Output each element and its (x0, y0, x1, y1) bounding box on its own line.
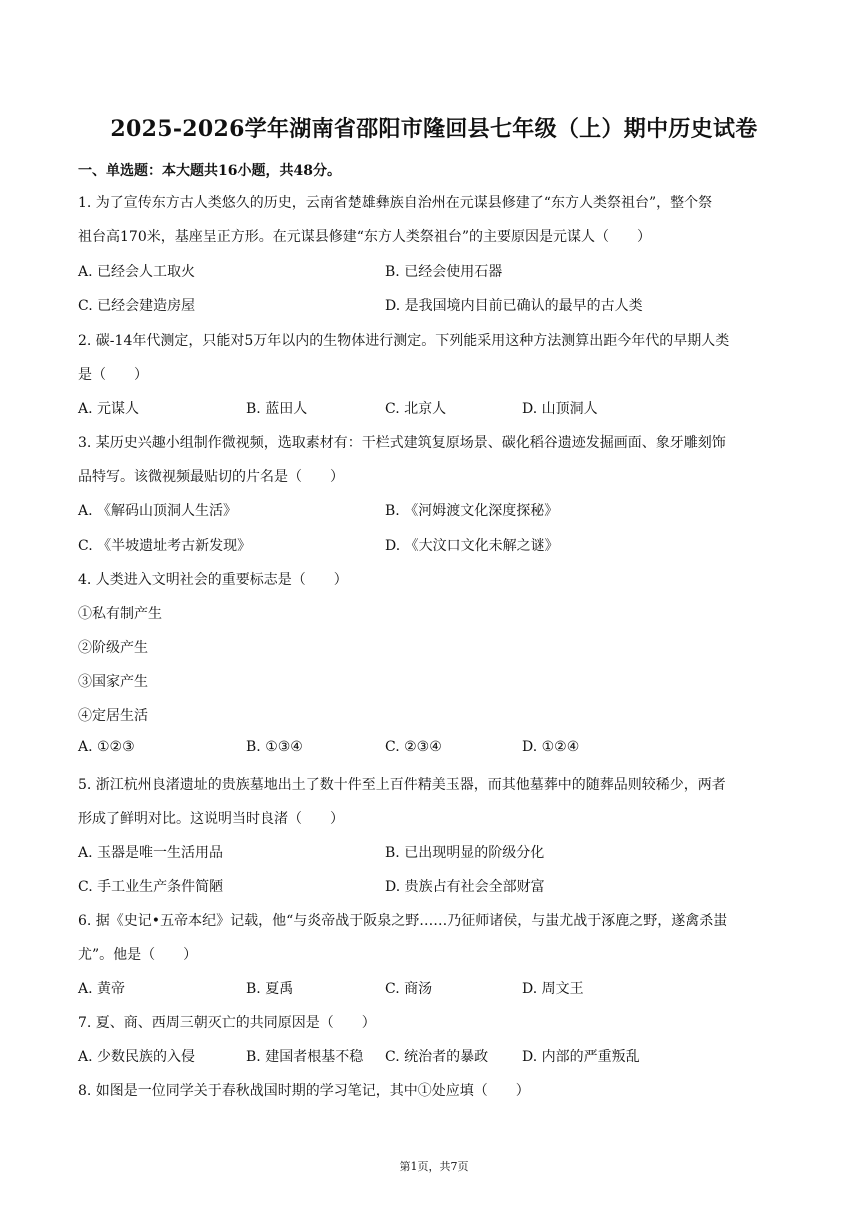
question-7-option-c: C. 统治者的暴政 (385, 1049, 489, 1065)
question-4-item-2: ②阶级产生 (78, 640, 148, 656)
question-4-option-c: C. ②③④ (385, 739, 442, 755)
question-5-stem-line-1: 5. 浙江杭州良渚遗址的贵族墓地出土了数十件至上百件精美玉器，而其他墓葬中的随葬品则较稀少，两者 (78, 777, 726, 793)
question-3-option-d: D. 《大汶口文化未解之谜》 (385, 538, 559, 554)
question-4-option-b: B. ①③④ (246, 739, 303, 755)
question-4-option-a: A. ①②③ (78, 739, 135, 755)
question-6-option-d: D. 周文王 (522, 981, 584, 997)
question-4-item-1: ①私有制产生 (78, 606, 162, 622)
question-1-option-b: B. 已经会使用石器 (385, 264, 503, 280)
page-footer: 第1页，共7页 (399, 1160, 469, 1173)
question-7-option-b: B. 建国者根基不稳 (246, 1049, 364, 1065)
question-6-option-c: C. 商汤 (385, 981, 433, 997)
page-title: 2025-2026学年湖南省邵阳市隆回县七年级（上）期中历史试卷 (110, 116, 758, 142)
question-6-stem-line-1: 6. 据《史记•五帝本纪》记载，他“与炎帝战于阪泉之野……乃征师诸侯，与蚩尤战于涿鹿之野，遂禽杀蚩 (78, 913, 728, 929)
question-5-option-c: C. 手工业生产条件简陋 (78, 879, 224, 895)
question-6-stem-line-2: 尤”。他是（ ） (78, 947, 198, 963)
question-3-option-c: C. 《半坡遗址考古新发现》 (78, 538, 252, 554)
question-4-stem: 4. 人类进入文明社会的重要标志是（ ） (78, 572, 348, 588)
section-heading: 一、单选题：本大题共16小题，共48分。 (78, 163, 341, 179)
question-4-item-4: ④定居生活 (78, 708, 148, 724)
question-2-option-a: A. 元谋人 (78, 401, 140, 417)
question-5-option-a: A. 玉器是唯一生活用品 (78, 845, 224, 861)
question-2-option-b: B. 蓝田人 (246, 401, 308, 417)
question-4-option-d: D. ①②④ (522, 739, 580, 755)
question-2-stem-line-1: 2. 碳-14年代测定，只能对5万年以内的生物体进行测定。下列能采用这种方法测算出距今年代的早期人类 (78, 333, 730, 349)
question-3-option-a: A. 《解码山顶洞人生活》 (78, 503, 238, 519)
question-8-stem: 8. 如图是一位同学关于春秋战国时期的学习笔记，其中①处应填（ ） (78, 1083, 530, 1099)
question-5-stem-line-2: 形成了鲜明对比。这说明当时良渚（ ） (78, 811, 344, 827)
question-1-option-d: D. 是我国境内目前已确认的最早的古人类 (385, 298, 643, 314)
question-5-option-b: B. 已出现明显的阶级分化 (385, 845, 545, 861)
question-7-option-d: D. 内部的严重叛乱 (522, 1049, 640, 1065)
question-1-option-a: A. 已经会人工取火 (78, 264, 196, 280)
question-2-stem-line-2: 是（ ） (78, 367, 148, 383)
question-4-item-3: ③国家产生 (78, 674, 148, 690)
question-1-stem-line-2: 祖台高170米，基座呈正方形。在元谋县修建“东方人类祭祖台”的主要原因是元谋人（ ） (78, 229, 652, 245)
question-2-option-c: C. 北京人 (385, 401, 447, 417)
question-6-option-b: B. 夏禹 (246, 981, 294, 997)
question-7-option-a: A. 少数民族的入侵 (78, 1049, 196, 1065)
question-3-stem-line-1: 3. 某历史兴趣小组制作微视频，选取素材有：干栏式建筑复原场景、碳化稻谷遗迹发掘画面、象牙雕刻饰 (78, 435, 726, 451)
question-2-option-d: D. 山顶洞人 (522, 401, 598, 417)
question-1-stem-line-1: 1. 为了宣传东方古人类悠久的历史，云南省楚雄彝族自治州在元谋县修建了“东方人类祭祖台”，整个祭 (78, 195, 713, 211)
question-3-option-b: B. 《河姆渡文化深度探秘》 (385, 503, 559, 519)
question-1-option-c: C. 已经会建造房屋 (78, 298, 196, 314)
question-7-stem: 7. 夏、商、西周三朝灭亡的共同原因是（ ） (78, 1015, 376, 1031)
question-5-option-d: D. 贵族占有社会全部财富 (385, 879, 545, 895)
question-6-option-a: A. 黄帝 (78, 981, 126, 997)
question-3-stem-line-2: 品特写。该微视频最贴切的片名是（ ） (78, 469, 344, 485)
